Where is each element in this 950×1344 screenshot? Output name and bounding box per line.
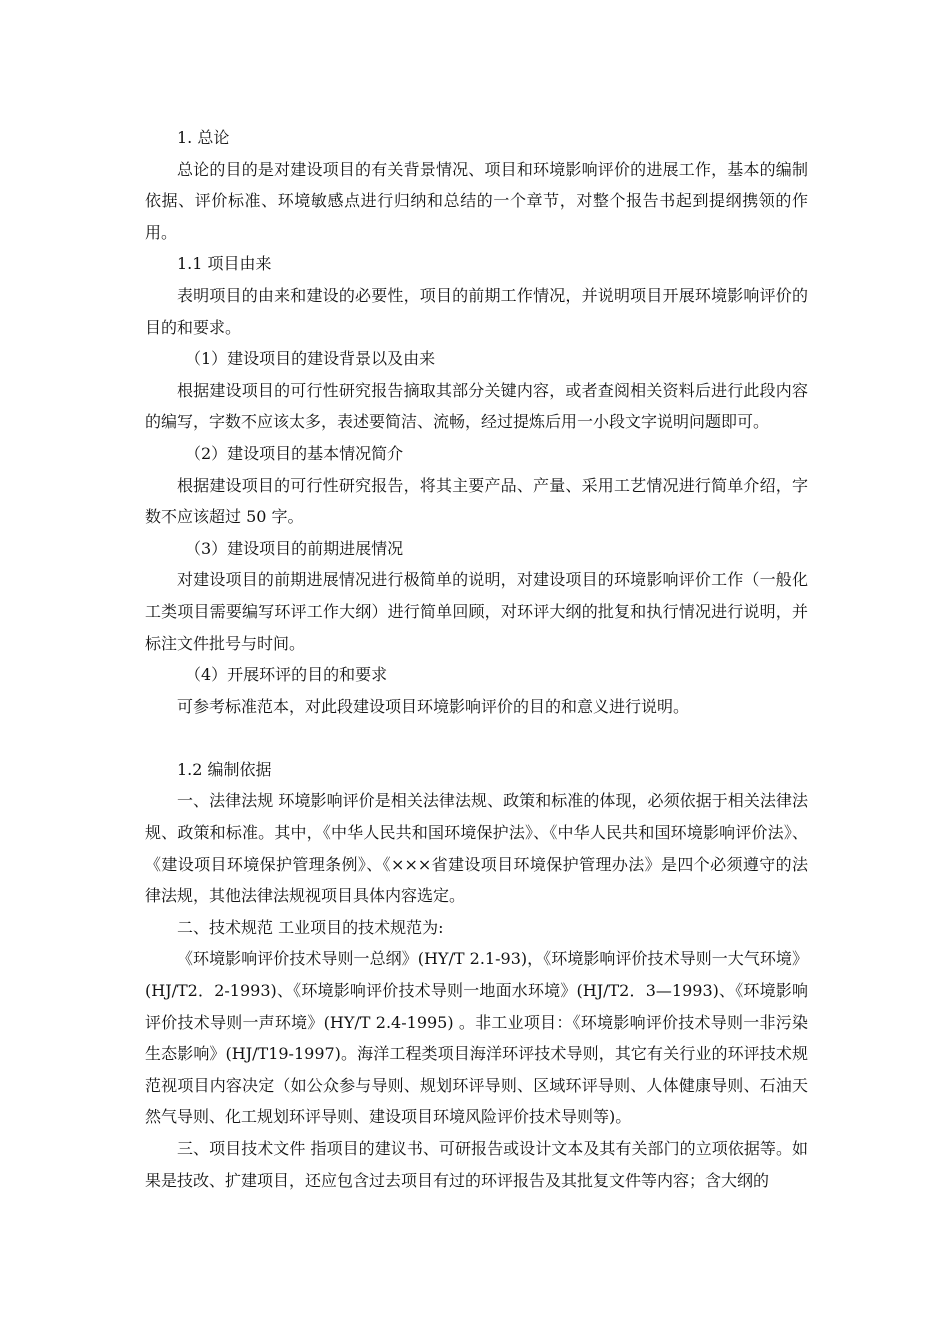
document-page bbox=[145, 122, 808, 1196]
paragraph-item-2: 根据建设项目的可行性研究报告，将其主要产品、产量、采用工艺情况进行简单介绍，字数不应该超过 50 字。 bbox=[145, 475, 808, 527]
item-heading-2: （2）建设项目的基本情况简介 bbox=[185, 443, 404, 463]
paragraph-tech-specs-list: 《环境影响评价技术导则一总纲》(HY/T 2.1-93)，《环境影响评价技术导则一大气环境》(HJ/T2．2-1993)、《环境影响评价技术导则一地面水环境》(HJ/T2．3—1993)、《环境影响评价技术导则一声环境》(HY/T 2.4-1995) 。非工业项目：《环境影响评价技术导则一非污染生态影响》(HJ/T19-1997)。海洋工程类项目海洋环评技术导则，其它有关行业的环评技术规范视项目内容决定（如公众参与导则、规划环评导则、区域环评导则、人体健康导则、石油天然气导则、化工规划环评导则、建设项目环境风险评价技术导则等)。 bbox=[145, 949, 808, 1127]
section-heading-1-2: 1.2 编制依据 bbox=[177, 759, 272, 779]
section-heading-1: 1. 总论 bbox=[177, 128, 230, 147]
item-heading-4: （4）开展环评的目的和要求 bbox=[185, 665, 388, 685]
paragraph-overview: 总论的目的是对建设项目的有关背景情况、项目和环境影响评价的进展工作，基本的编制依据、评价标准、环境敏感点进行归纳和总结的一个章节，对整个报告书起到提纲携领的作用。 bbox=[145, 159, 808, 242]
paragraph-tech-specs-intro: 二、技术规范 工业项目的技术规范为: bbox=[177, 917, 444, 937]
paragraph-project-origin: 表明项目的由来和建设的必要性，项目的前期工作情况，并说明项目开展环境影响评价的目的和要求。 bbox=[145, 285, 808, 337]
paragraph-project-docs: 三、项目技术文件 指项目的建议书、可研报告或设计文本及其有关部门的立项依据等。如果是技改、扩建项目，还应包含过去项目有过的环评报告及其批复文件等内容；含大纲的 bbox=[145, 1139, 808, 1190]
item-heading-1: （1）建设项目的建设背景以及由来 bbox=[185, 349, 436, 369]
paragraph-item-4: 可参考标准范本，对此段建设项目环境影响评价的目的和意义进行说明。 bbox=[177, 696, 690, 716]
blank-line bbox=[145, 722, 808, 754]
section-heading-1-1: 1.1 项目由来 bbox=[177, 254, 272, 274]
paragraph-item-3: 对建设项目的前期进展情况进行极简单的说明，对建设项目的环境影响评价工作（一般化工类项目需要编写环评工作大纲）进行简单回顾，对环评大纲的批复和执行情况进行说明，并标注文件批号与时间。 bbox=[145, 570, 808, 653]
paragraph-item-1: 根据建设项目的可行性研究报告摘取其部分关键内容，或者查阅相关资料后进行此段内容的编写，字数不应该太多，表述要简洁、流畅，经过提炼后用一小段文字说明问题即可。 bbox=[145, 380, 808, 432]
paragraph-laws: 一、法律法规 环境影响评价是相关法律法规、政策和标准的体现，必须依据于相关法律法规、政策和标准。其中，《中华人民共和国环境保护法》、《中华人民共和国环境影响评价法》、《建设项目环境保护管理条例》、《×××省建设项目环境保护管理办法》是四个必须遵守的法律法规，其他法律法规视项目具体内容选定。 bbox=[145, 791, 808, 906]
item-heading-3: （3）建设项目的前期进展情况 bbox=[185, 538, 404, 558]
